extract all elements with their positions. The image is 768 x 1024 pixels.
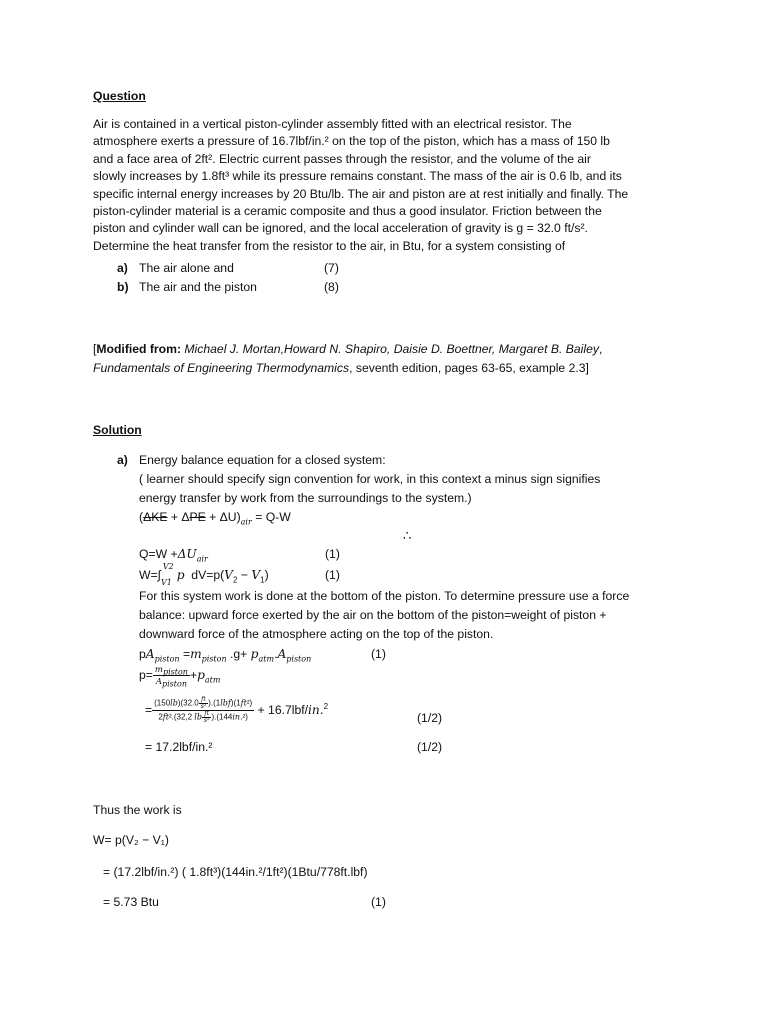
part-b-text: The air and the piston [139, 280, 257, 294]
pressure-result-mark: (1/2) [417, 740, 443, 754]
pressure-substitution-mark: (1/2) [417, 711, 443, 725]
pressure-substitution: = (150lb)(32.0 $\frac{ft}{\text{s²}}$ ).(1lbf)(1ft²) 2ft².(32,2 lb $\frac{ft}{\text{s²}}$ ).(144in.²) + 16.7lbf/in.$^2$ [145, 696, 329, 725]
reference-details: , seventh edition, pages 63-65, example 2.3] [349, 361, 589, 375]
work-integral-equation: $W=\int_{V1}^{V2}p$ $dV=p(V_2 - V_1)$ [139, 561, 269, 588]
part-b-marks: (8) [324, 280, 339, 294]
question-line-7: piston and cylinder wall can be ignored, and the local acceleration of gravity is g = 32.0 ft/s². [93, 221, 588, 236]
force-balance-mark: (1) [371, 647, 386, 661]
explanation-line-1: For this system work is done at the bottom of the piston. To determine pressure use a force [139, 589, 630, 603]
solution-title: Energy balance equation for a closed system: [139, 453, 386, 467]
reference-line-2 [93, 359, 589, 377]
reference-bracket: [ [93, 342, 97, 356]
energy-balance-equation: $(\Delta KE + \Delta PE + \Delta U)_{air} = Q-W$ [139, 510, 291, 527]
part-a-text: The air alone and [139, 261, 234, 275]
heat-equation: $Q=W +\Delta U_{air}$ [139, 547, 208, 564]
heat-equation-mark: (1) [325, 547, 340, 561]
work-integral-mark: (1) [325, 568, 340, 582]
solution-part-a-label: a) [117, 453, 128, 467]
explanation-line-2: balance: upward force exerted by the air on the bottom of the piston=weight of piston + [139, 608, 607, 622]
reference-book: Fundamentals of Engineering Thermodynamics [93, 361, 350, 375]
solution-heading: Solution [93, 423, 142, 437]
question-line-1: Air is contained in a vertical piston-cylinder assembly fitted with an electrical resistor. The [93, 117, 572, 131]
question-line-4: slowly increases by 1.8ft³ while its pressure remains constant. The mass of the air is 0.6 lb, and its [93, 169, 622, 184]
question-heading: Question [93, 89, 146, 103]
reference-line-1 [93, 340, 602, 358]
question-paragraph [93, 116, 693, 255]
solution-note-line-2: energy transfer by work from the surroundings to the system.) [139, 491, 472, 505]
question-line-5: specific internal energy increases by 20 Btu/lb. The air and piston are at rest initially and finally. The [93, 186, 629, 201]
question-line-2: atmosphere exerts a pressure of 16.7lbf/in.² on the top of the piston, which has a mass of 150 lb [93, 134, 610, 149]
work-result-mark: (1) [371, 895, 386, 909]
work-result: = 5.73 Btu [103, 895, 159, 909]
reference-comma: , [598, 342, 603, 356]
part-a-label: a) [117, 261, 128, 275]
work-intro: Thus the work is [93, 803, 182, 817]
explanation-line-3: downward force of the atmosphere acting on the top of the piston. [139, 627, 494, 641]
part-b-label: b) [117, 280, 129, 294]
reference-authors: Michael J. Mortan,Howard N. Shapiro, Daisie D. Boettner, Margaret B. Bailey [181, 342, 599, 356]
therefore-symbol: ∴ [403, 528, 412, 543]
work-substitution: = (17.2lbf/in.²) ( 1.8ft³)(144in.²/1ft²)(1Btu/778ft.lbf) [103, 865, 368, 879]
question-line-8: Determine the heat transfer from the resistor to the air, in Btu, for a system consisting of [93, 238, 566, 253]
reference-modified-label: Modified from: [96, 342, 182, 356]
solution-note-line-1: ( learner should specify sign convention for work, in this context a minus sign signifies [139, 472, 601, 486]
pressure-result: = 17.2lbf/in.² [145, 740, 213, 754]
work-equation: W= p(V₂ − V₁) [93, 833, 169, 847]
question-line-6: piston-cylinder material is a ceramic composite and thus a good insulator. Friction between the [93, 204, 602, 219]
part-a-marks: (7) [324, 261, 339, 275]
force-balance-equation: $pA_{piston} =m_{piston}$ $.g+ p_{atm}.A_{piston}$ [139, 647, 312, 664]
question-line-3: and a face area of 2ft². Electric current passes through the resistor, and the volume of the air [93, 151, 591, 166]
pressure-formula: p= $\frac{m_{piston}}{A_{piston}}$ $+p_{atm}$ [139, 665, 221, 689]
